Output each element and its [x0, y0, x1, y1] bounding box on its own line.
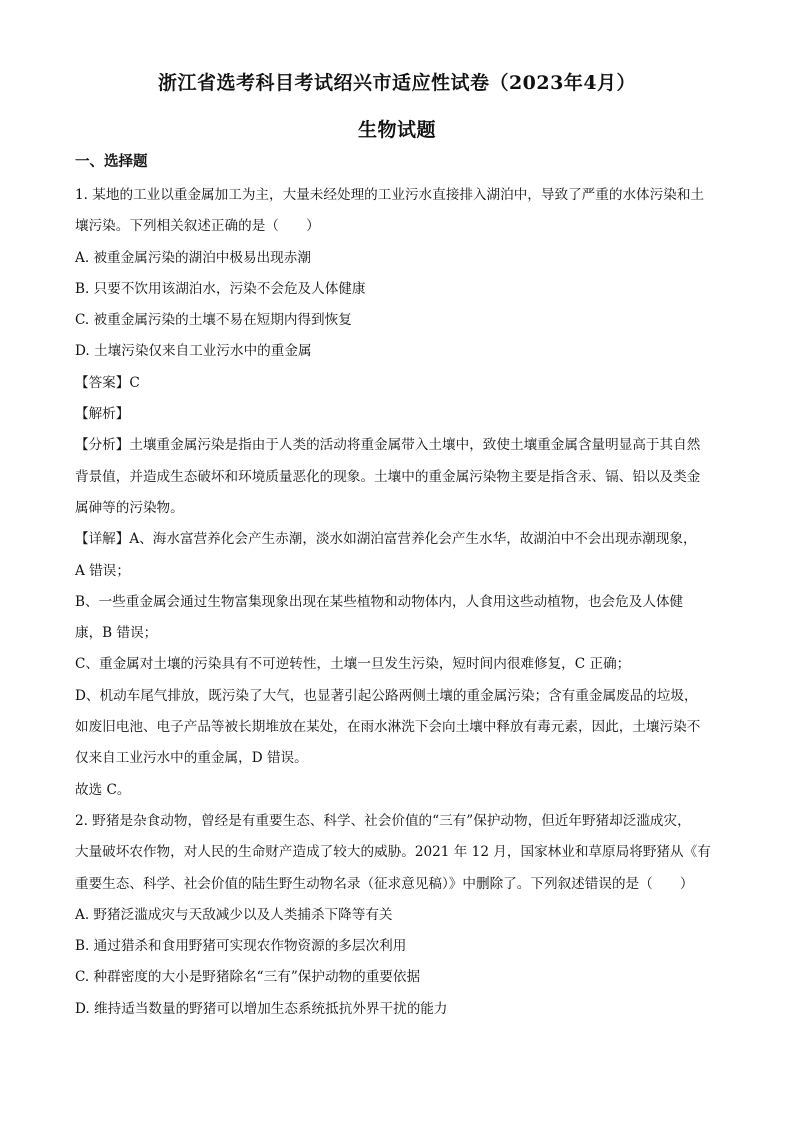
- section-heading: 一、选择题: [75, 153, 148, 170]
- q1-explanation-line: 【分析】土壤重金属污染是指由于人类的活动将重金属带入土壤中，致使土壤重金属含量明显高于其自然: [75, 437, 701, 454]
- q1-explanation-line: 背景值，并造成生态破坏和环境质量恶化的现象。土壤中的重金属污染物主要是指含汞、镉、铅以及类金: [75, 468, 701, 485]
- q1-stem-line: 壤污染。下列相关叙述正确的是（ ）: [75, 218, 320, 235]
- q2-option-b: B. 通过猎杀和食用野猪可实现农作物资源的多层次利用: [75, 938, 407, 955]
- q1-option-a: A. 被重金属污染的湖泊中极易出现赤潮: [75, 249, 311, 266]
- exam-title: 浙江省选考科目考试绍兴市适应性试卷（2023年4月）: [157, 72, 637, 94]
- q1-option-b: B. 只要不饮用该湖泊水，污染不会危及人体健康: [75, 280, 366, 297]
- q2-option-a: A. 野猪泛滥成灾与天敌减少以及人类捕杀下降等有关: [75, 906, 393, 923]
- question-body: [75, 180, 725, 1025]
- q1-explanation-line: 属砷等的污染物。: [75, 499, 184, 516]
- q1-stem-line: 1. 某地的工业以重金属加工为主，大量未经处理的工业污水直接排入湖泊中，导致了严重的水体污染和土: [75, 187, 705, 203]
- q1-explanation-line: 仅来自工业污水中的重金属，D 错误。: [75, 750, 308, 767]
- q1-option-d: D. 土壤污染仅来自工业污水中的重金属: [75, 343, 312, 360]
- q2-option-d: D. 维持适当数量的野猪可以增加生态系统抵抗外界干扰的能力: [75, 1000, 448, 1017]
- q1-explanation-line: A 错误；: [75, 562, 130, 579]
- q1-answer: 【答案】C: [75, 374, 140, 391]
- q2-stem-line: 大量破坏农作物，对人民的生命财产造成了较大的威胁。2021 年 12 月，国家林业和草原局将野猪从《有: [75, 844, 711, 861]
- q1-explanation-line: 故选 C。: [75, 781, 131, 798]
- q2-stem-line: 重要生态、科学、社会价值的陆生野生动物名录（征求意见稿）》中删除了。下列叙述错误的是（ ）: [75, 875, 694, 892]
- q1-explanation-line: C、重金属对土壤的污染具有不可逆转性，土壤一旦发生污染，短时间内很难修复，C 正确；: [75, 656, 631, 673]
- q2-option-c: C. 种群密度的大小是野猪除名“三有”保护动物的重要依据: [75, 969, 421, 986]
- q1-explanation-line: 【详解】A、海水富营养化会产生赤潮，淡水如湖泊富营养化会产生水华，故湖泊中不会出现赤潮现象，: [75, 531, 697, 548]
- q1-analysis-label: 【解析】: [75, 406, 130, 423]
- exam-subtitle: 生物试题: [357, 119, 436, 141]
- q1-explanation-line: B、一些重金属会通过生物富集现象出现在某些植物和动物体内，人食用这些动植物，也会危及人体健: [75, 593, 684, 610]
- q1-explanation-line: 康，B 错误；: [75, 625, 158, 642]
- q1-option-c: C. 被重金属污染的土壤不易在短期内得到恢复: [75, 312, 352, 329]
- q1-explanation-line: D、机动车尾气排放，既污染了大气，也显著引起公路两侧土壤的重金属污染；含有重金属废品的垃圾，: [75, 687, 698, 704]
- q2-stem-line: 2. 野猪是杂食动物，曾经是有重要生态、科学、社会价值的“三有”保护动物，但近年野猪却泛滥成灾，: [75, 812, 691, 829]
- q1-explanation-line: 如废旧电池、电子产品等被长期堆放在某处，在雨水淋洗下会向土壤中释放有毒元素，因此，土壤污染不: [75, 719, 701, 736]
